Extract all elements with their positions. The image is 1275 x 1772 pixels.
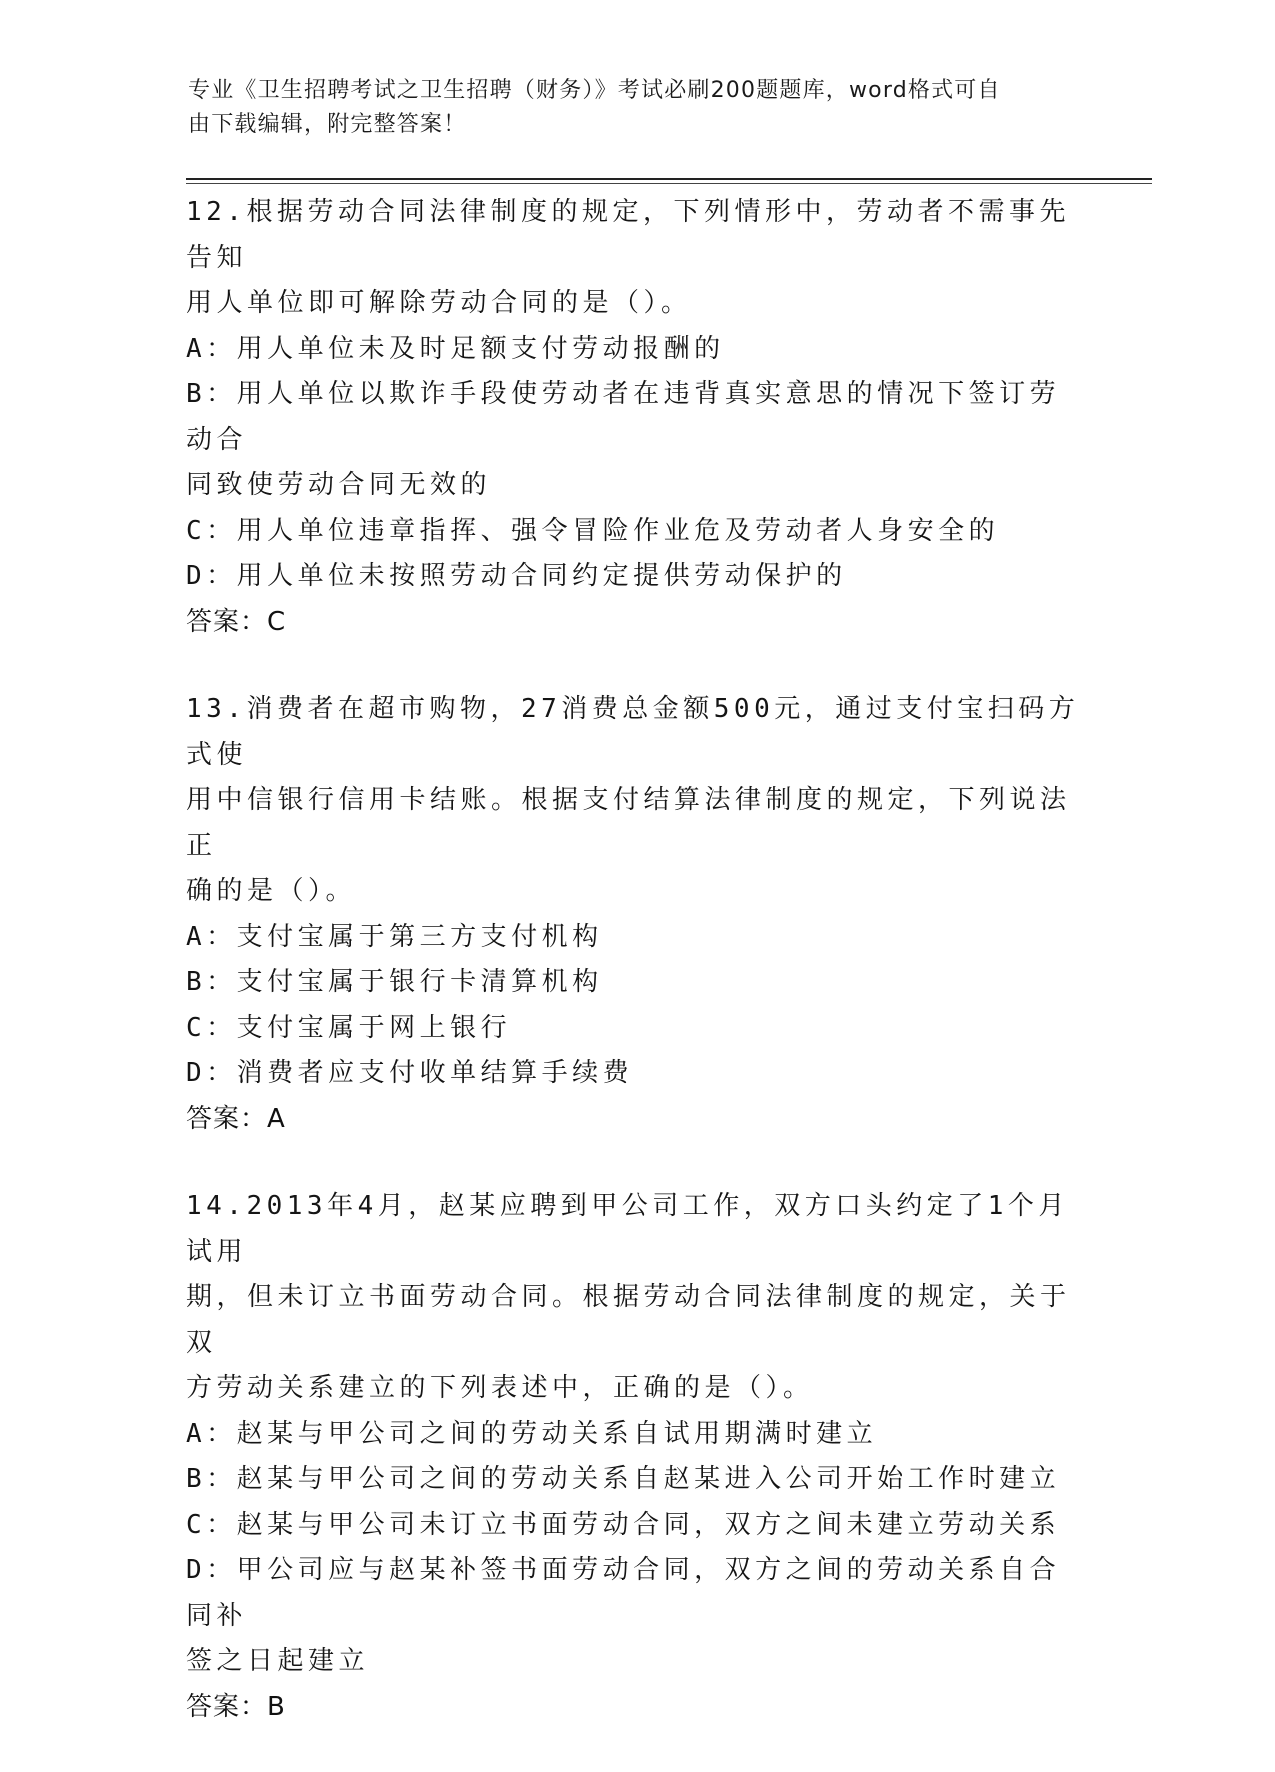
option-c: C：用人单位违章指挥、强令冒险作业危及劳动者人身安全的 — [186, 515, 1000, 546]
option-a: A：用人单位未及时足额支付劳动报酬的 — [186, 333, 725, 364]
option-b: B：赵某与甲公司之间的劳动关系自赵某进入公司开始工作时建立 — [186, 1464, 1061, 1494]
header-divider-thick — [186, 178, 1152, 180]
option-a: A：支付宝属于第三方支付机构 — [186, 921, 603, 952]
question-12 — [186, 190, 1086, 645]
question-stem-line: 确的是（）。 — [186, 876, 357, 906]
option-b: B：支付宝属于银行卡清算机构 — [186, 967, 603, 997]
option-d: D：甲公司应与赵某补签书面劳动合同，双方之间的劳动关系自合同补 — [186, 1555, 1061, 1631]
question-stem-line: 12.根据劳动合同法律制度的规定，下列情形中，劳动者不需事先告知 — [186, 197, 1070, 273]
option-b: B：用人单位以欺诈手段使劳动者在违背真实意思的情况下签订劳动合 — [186, 379, 1061, 455]
question-stem-line: 方劳动关系建立的下列表述中，正确的是（）。 — [186, 1373, 814, 1403]
option-c: C：支付宝属于网上银行 — [186, 1012, 512, 1043]
option-c: C：赵某与甲公司未订立书面劳动合同，双方之间未建立劳动关系 — [186, 1509, 1061, 1540]
question-stem-line: 用人单位即可解除劳动合同的是（）。 — [186, 288, 692, 318]
answer-label: 答案：A — [186, 1103, 286, 1134]
option-b-continued: 同致使劳动合同无效的 — [186, 470, 492, 500]
question-list — [186, 190, 1086, 1772]
question-stem-line: 期，但未订立书面劳动合同。根据劳动合同法律制度的规定，关于双 — [186, 1282, 1071, 1358]
question-stem-line: 14.2013年4月，赵某应聘到甲公司工作，双方口头约定了1个月试用 — [186, 1191, 1069, 1267]
question-stem-line: 用中信银行信用卡结账。根据支付结算法律制度的规定，下列说法正 — [186, 785, 1071, 861]
option-d: D：消费者应支付收单结算手续费 — [186, 1058, 634, 1088]
option-a: A：赵某与甲公司之间的劳动关系自试用期满时建立 — [186, 1418, 878, 1449]
header-divider-thin — [186, 183, 1152, 184]
answer-label: 答案：C — [186, 606, 287, 637]
question-14 — [186, 1184, 1086, 1730]
page-header — [188, 74, 1078, 142]
option-d: D：用人单位未按照劳动合同约定提供劳动保护的 — [186, 561, 847, 591]
header-line-2: 由下载编辑，附完整答案！ — [188, 112, 467, 137]
header-line-1: 专业《卫生招聘考试之卫生招聘（财务）》考试必刷200题题库，word格式可自 — [188, 78, 1001, 103]
option-d-continued: 签之日起建立 — [186, 1646, 370, 1676]
question-stem-line: 13.消费者在超市购物，27消费总金额500元，通过支付宝扫码方式使 — [186, 694, 1080, 770]
question-13 — [186, 687, 1086, 1142]
answer-label: 答案：B — [186, 1691, 286, 1722]
